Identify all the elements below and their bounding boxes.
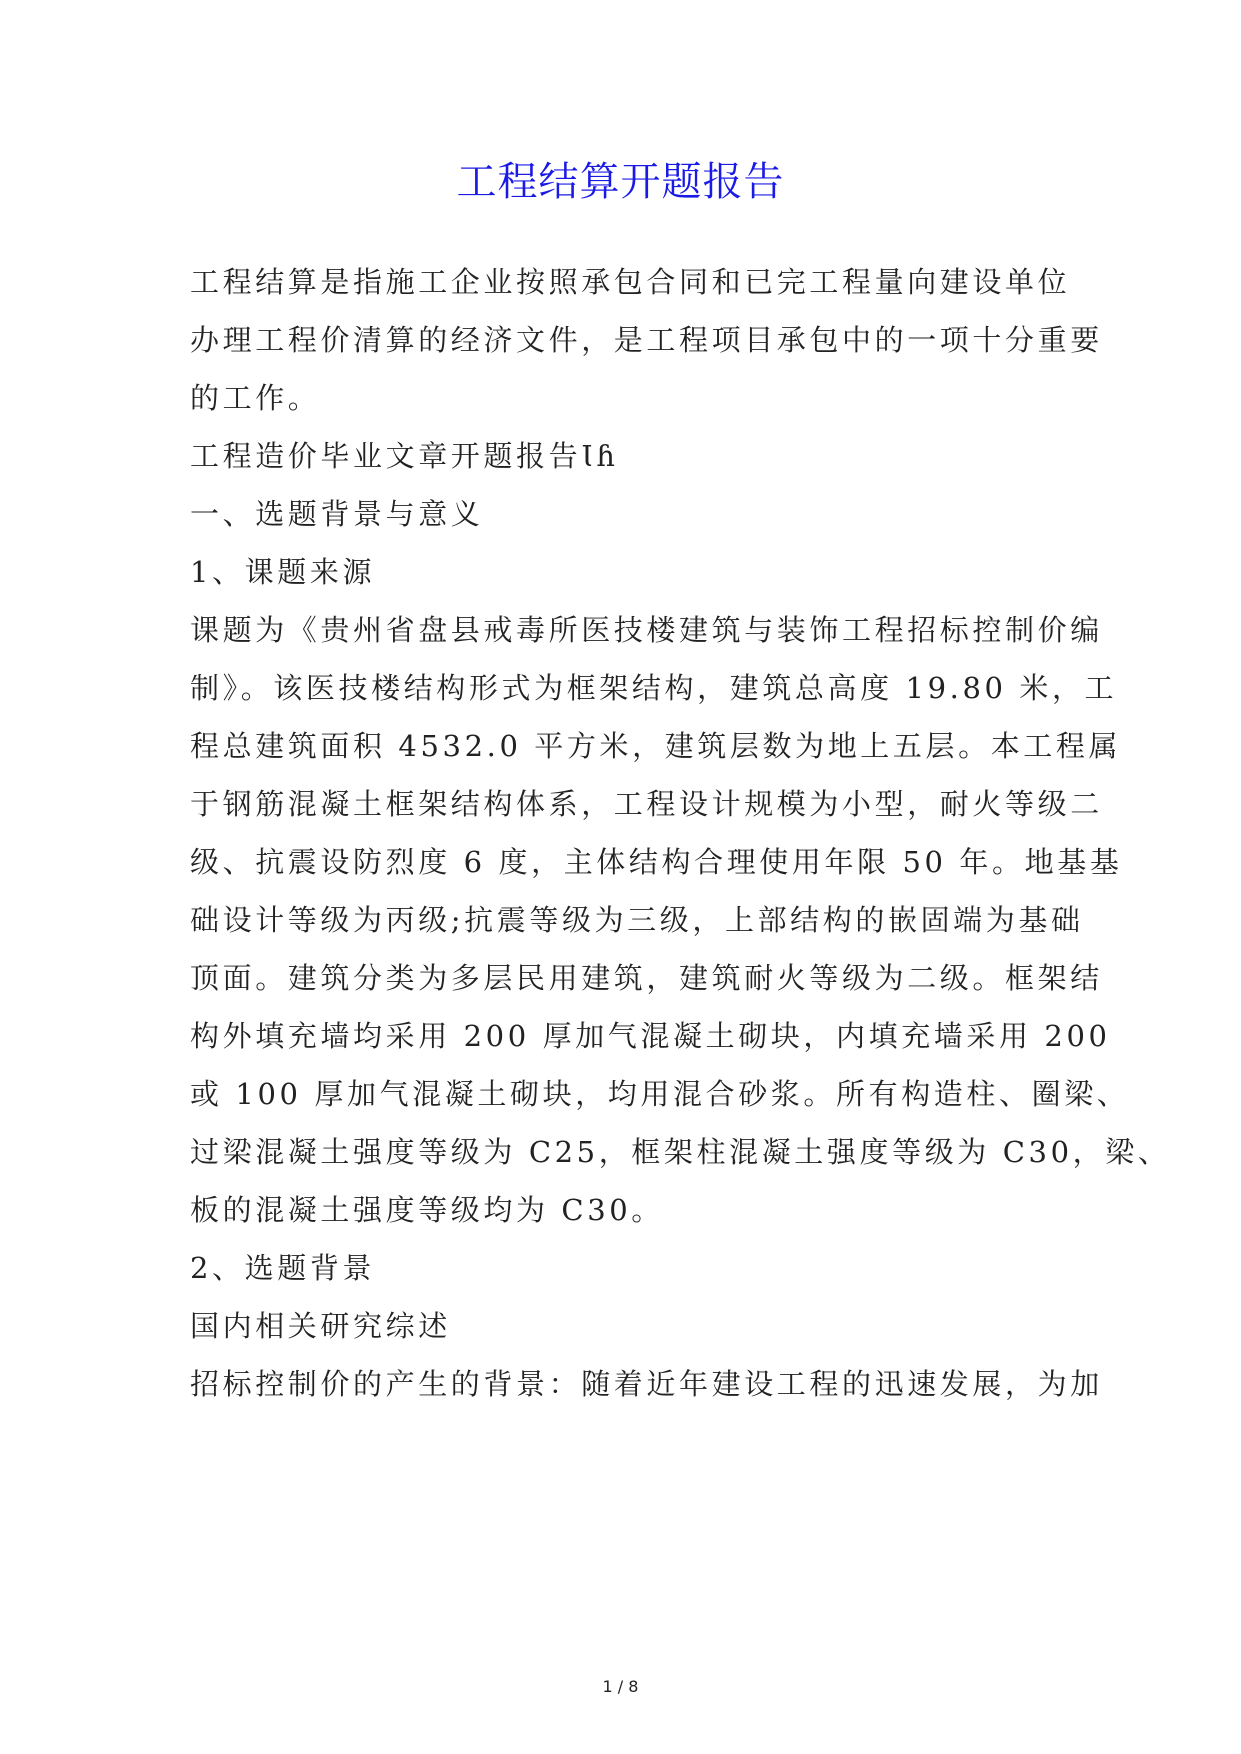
paragraph-line: 顶面。建筑分类为多层民用建筑，建筑耐火等级为二级。框架结 bbox=[190, 961, 1103, 995]
page-number: 1 / 8 bbox=[602, 1677, 639, 1696]
paragraph-line: 工程造价毕业文章开题报告Ɩɦ bbox=[190, 439, 619, 473]
paragraph-line: 办理工程价清算的经济文件，是工程项目承包中的一项十分重要 bbox=[190, 323, 1103, 357]
paragraph-line: 于钢筋混凝土框架结构体系，工程设计规模为小型，耐火等级二 bbox=[190, 787, 1103, 821]
section-heading: 一、选题背景与意义 bbox=[190, 497, 484, 531]
paragraph-line: 程总建筑面积 4532.0 平方米，建筑层数为地上五层。本工程属 bbox=[190, 729, 1122, 763]
paragraph-line: 或 100 厚加气混凝土砌块，均用混合砂浆。所有构造柱、圈梁、 bbox=[190, 1077, 1130, 1111]
paragraph-line: 级、抗震设防烈度 6 度，主体结构合理使用年限 50 年。地基基 bbox=[190, 845, 1123, 879]
paragraph-line: 制》。该医技楼结构形式为框架结构，建筑总高度 19.80 米，工 bbox=[190, 671, 1118, 705]
paragraph-line: 工程结算是指施工企业按照承包合同和已完工程量向建设单位 bbox=[190, 265, 1071, 299]
paragraph-line: 构外填充墙均采用 200 厚加气混凝土砌块，内填充墙采用 200 bbox=[190, 1019, 1111, 1053]
paragraph-line: 板的混凝土强度等级均为 C30。 bbox=[190, 1193, 664, 1227]
paragraph-line: 招标控制价的产生的背景：随着近年建设工程的迅速发展，为加 bbox=[190, 1367, 1103, 1401]
paragraph-line: 过梁混凝土强度等级为 C25，框架柱混凝土强度等级为 C30，梁、 bbox=[190, 1135, 1171, 1169]
paragraph-line: 础设计等级为丙级;抗震等级为三级，上部结构的嵌固端为基础 bbox=[190, 903, 1084, 937]
page-title: 工程结算开题报告 bbox=[456, 159, 785, 205]
paragraph-line: 课题为《贵州省盘县戒毒所医技楼建筑与装饰工程招标控制价编 bbox=[190, 613, 1103, 647]
subsection-heading: 2、选题背景 bbox=[190, 1251, 376, 1285]
subsection-heading: 1、课题来源 bbox=[190, 555, 376, 589]
paragraph-line: 国内相关研究综述 bbox=[190, 1309, 451, 1343]
paragraph-line: 的工作。 bbox=[190, 381, 321, 415]
